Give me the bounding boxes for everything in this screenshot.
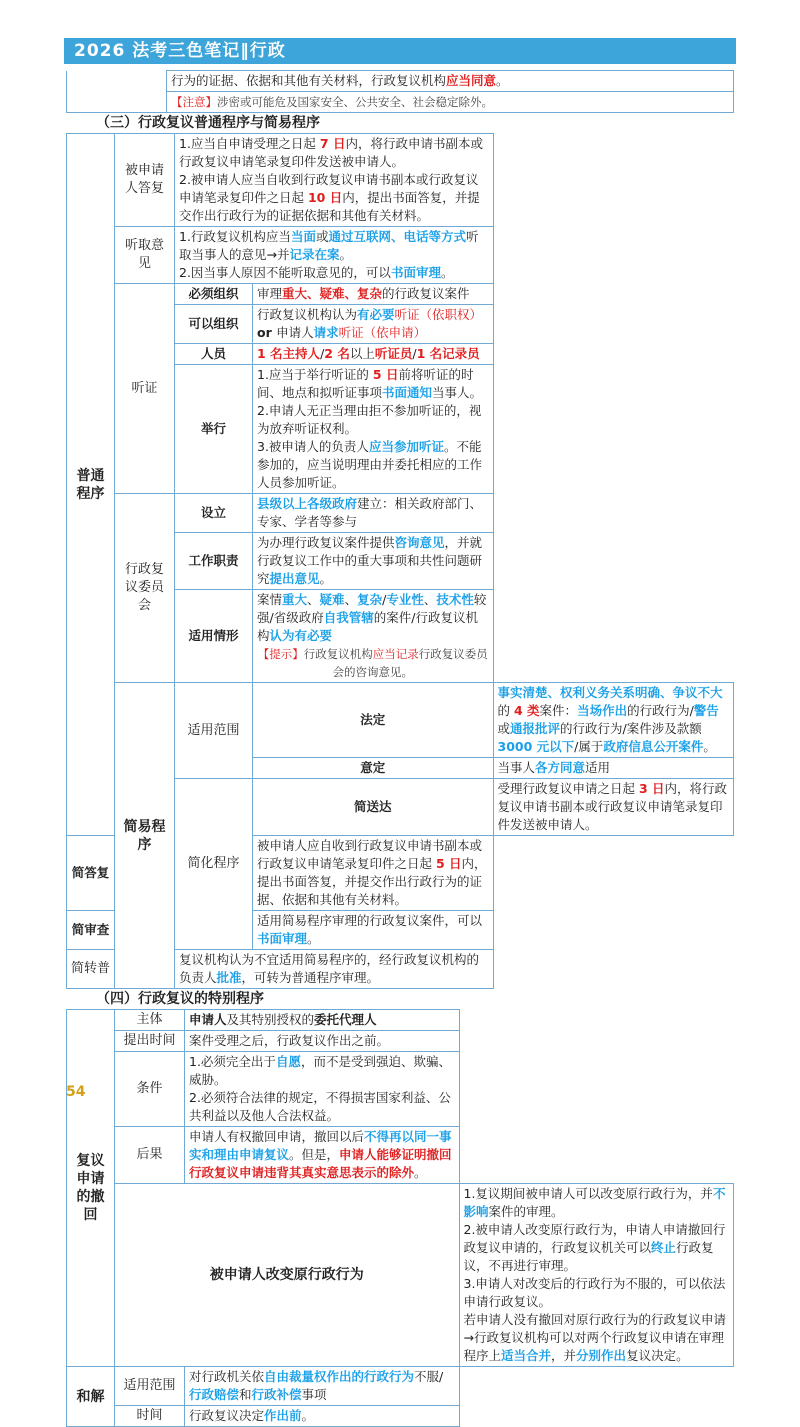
page-content xyxy=(66,70,734,1427)
highlight: 重大、疑难、复杂 xyxy=(282,286,383,301)
text: 。 xyxy=(414,1165,427,1180)
apply-content xyxy=(253,590,494,683)
legal-label: 法定 xyxy=(253,683,494,758)
intro-spacer xyxy=(67,92,167,113)
intro-highlight: 应当同意 xyxy=(446,73,497,88)
text: 行政复议委员会的咨询意见。 xyxy=(332,647,488,679)
text: 内，将行政申请书副本或行政复议申请笔录复印件发送被申请人。 xyxy=(179,136,483,169)
text: 。 xyxy=(319,571,333,586)
may-organize-label: 可以组织 xyxy=(175,305,253,344)
highlight: 请求 xyxy=(313,325,339,340)
text: 1.应当自申请受理之日起 xyxy=(179,136,320,151)
intro-table xyxy=(66,70,734,113)
highlight: 自由裁量权作出的行政行为 xyxy=(264,1369,415,1384)
text: 。 xyxy=(307,931,320,946)
text: 行政复议，不再进行审理。 xyxy=(463,1240,714,1273)
text: 受理行政复议申请之日起 xyxy=(497,781,639,796)
text: 审理 xyxy=(257,286,283,301)
ordinary-procedure-label: 普通程序 xyxy=(67,134,115,836)
text: 案情 xyxy=(257,592,283,607)
staff-content xyxy=(253,344,494,365)
apply-label: 适用情形 xyxy=(175,590,253,683)
note-text: 涉密或可能危及国家安全、公共安全、社会稳定除外。 xyxy=(217,95,493,109)
highlight: 应当记录 xyxy=(372,647,419,661)
special-procedure-table xyxy=(66,1009,734,1427)
text: 、 xyxy=(344,592,358,607)
text: 1.行政复议机构应当 xyxy=(179,229,291,244)
highlight: 疑难 xyxy=(319,592,345,607)
highlight: 自愿 xyxy=(275,1054,301,1069)
highlight: 通报批评 xyxy=(510,721,561,736)
time-content: 案件受理之后，行政复议作出之前。 xyxy=(185,1031,460,1052)
highlight: 批准 xyxy=(216,970,242,985)
text: 较强/省级政府 xyxy=(257,592,487,625)
text: 、 xyxy=(423,592,437,607)
highlight: 书面通知 xyxy=(382,385,433,400)
text: 。不能参加的，应当说明理由并委托相应的工作人员参加听证。 xyxy=(257,439,483,490)
text: 内，提出书面答复，并提交作出行政行为的证据、依据和其他有关材料。 xyxy=(257,856,487,907)
highlight: 政府信息公开案件 xyxy=(603,739,704,754)
text: 为办理行政复议案件提供 xyxy=(257,535,395,550)
setup-label: 设立 xyxy=(175,494,253,533)
text: 当事人。 xyxy=(432,385,483,400)
highlight: 县级以上各级政府 xyxy=(257,496,358,511)
text: 、 xyxy=(307,592,320,607)
text: 适用 xyxy=(585,760,611,775)
highlight: 书面审理 xyxy=(390,265,441,280)
settle-time-label: 时间 xyxy=(115,1406,185,1427)
duty-label: 工作职责 xyxy=(175,533,253,590)
text: 。 xyxy=(339,247,353,262)
highlight: 有必要 xyxy=(357,307,395,322)
simple-procedure-label: 简易程序 xyxy=(115,683,175,989)
text: 当事人 xyxy=(497,760,536,775)
staff-label: 人员 xyxy=(175,344,253,365)
highlight: 3 日 xyxy=(638,781,665,796)
highlight: 当场作出 xyxy=(577,703,628,718)
text: 内，将行政复议申请书副本或行政复议申请笔录复印件发送被申请人。 xyxy=(497,781,728,832)
text: 申请人 xyxy=(276,325,314,340)
highlight: 申请人能够证明撤回行政复议申请违背其真实意思表示的除外 xyxy=(189,1147,452,1180)
note-tag: 【注意】 xyxy=(171,95,217,109)
text: 被申请人应自收到行政复议申请书副本或行政复议申请笔录复印件之日起 xyxy=(257,838,483,871)
subject-label: 主体 xyxy=(115,1010,185,1031)
change-content xyxy=(459,1184,734,1367)
text: ，可转为普通程序审理。 xyxy=(241,970,380,985)
condition-content xyxy=(185,1052,460,1127)
intro-text: 行为的证据、依据和其他有关材料，行政复议机构 xyxy=(171,73,447,88)
highlight: 行政补偿 xyxy=(251,1387,302,1402)
result-label: 后果 xyxy=(115,1127,185,1184)
highlight: 提出意见 xyxy=(269,571,320,586)
text: 不服/ xyxy=(414,1369,444,1384)
listen-label: 听取意见 xyxy=(115,227,175,284)
text: 行政复议机构认为 xyxy=(257,307,358,322)
text: 对行政机关依 xyxy=(189,1369,265,1384)
text: 1.必须完全出于 xyxy=(189,1054,276,1069)
convert-label: 简转普 xyxy=(67,950,115,989)
withdraw-label: 复议申请的撤回 xyxy=(67,1010,115,1367)
text: 申请人 xyxy=(189,1012,227,1027)
highlight: 10 日 xyxy=(307,190,343,205)
highlight: 复杂 xyxy=(357,592,383,607)
highlight: 重大 xyxy=(282,592,308,607)
hearing-label: 听证 xyxy=(115,284,175,494)
text: 3.被申请人的负责人 xyxy=(257,439,369,454)
agreed-content xyxy=(493,758,734,779)
highlight: 行政赔偿 xyxy=(189,1387,240,1402)
text: 前将听证的时间、地点和拟听证事项 xyxy=(257,367,474,400)
text: 内，提出书面答复，并提交作出行政行为的证据依据和其他有关材料。 xyxy=(179,190,480,223)
highlight: 认为有必要 xyxy=(269,628,333,643)
header-title: 2026 法考三色笔记‖行政 xyxy=(64,38,736,64)
text: 的行政行为/案件涉及款额 xyxy=(560,721,702,736)
highlight: 7 日 xyxy=(319,136,346,151)
answer-content xyxy=(253,836,494,911)
settle-scope-label: 适用范围 xyxy=(115,1367,185,1406)
highlight: 分别作出 xyxy=(576,1348,627,1363)
intro-note xyxy=(167,92,734,113)
highlight: 当面 xyxy=(290,229,316,244)
text: ，并就行政复议工作中的重大事项和共性问题研究 xyxy=(257,535,483,586)
settle-label: 和解 xyxy=(67,1367,115,1427)
time-label: 提出时间 xyxy=(115,1031,185,1052)
highlight: 记录在案 xyxy=(289,247,340,262)
text: / xyxy=(382,592,387,607)
answer-label: 简答复 xyxy=(67,836,115,911)
highlight: 听证员 xyxy=(374,346,413,361)
text: 若申请人没有撤回对原行政行为的行政复议申请→行政复议机构可以对两个行政复议申请在审理程序上 xyxy=(463,1312,727,1363)
highlight: 终止 xyxy=(651,1240,677,1255)
legal-content xyxy=(493,683,734,758)
text: /属于 xyxy=(574,739,604,754)
must-organize-label: 必须组织 xyxy=(175,284,253,305)
procedure-table xyxy=(66,133,734,989)
highlight: 书面审理 xyxy=(257,931,308,946)
text: 。 xyxy=(301,1408,315,1423)
duty-content xyxy=(253,533,494,590)
hold-label: 举行 xyxy=(175,365,253,494)
convert-content xyxy=(175,950,494,989)
text: 或 xyxy=(315,229,329,244)
review-label: 简审查 xyxy=(67,911,115,950)
intro-spacer xyxy=(67,71,167,92)
intro-text: 。 xyxy=(496,73,509,88)
text: 或 xyxy=(497,721,511,736)
highlight: 自我管辖 xyxy=(323,610,374,625)
text: 听取当事人的意见→并 xyxy=(179,229,479,262)
text: 及其特别授权的 xyxy=(226,1012,315,1027)
hold-content xyxy=(253,365,494,494)
send-content xyxy=(493,779,734,836)
may-organize-content xyxy=(253,305,494,344)
highlight: 各方同意 xyxy=(535,760,586,775)
text: ，并 xyxy=(551,1348,577,1363)
text: ，而不是受到强迫、欺骗、威胁。 xyxy=(189,1054,451,1087)
settle-time-content xyxy=(185,1406,460,1427)
committee-label: 行政复议委员会 xyxy=(115,494,175,683)
condition-label: 条件 xyxy=(115,1052,185,1127)
highlight: 适当合并 xyxy=(501,1348,552,1363)
highlight: 1 名主持人 xyxy=(257,346,321,361)
text: 2.被申请人应当自收到行政复议申请书副本或行政复议申请笔录复印件之日起 xyxy=(179,172,479,205)
listen-content xyxy=(175,227,494,284)
text: / xyxy=(412,346,417,361)
text: 2.必须符合法律的规定，不得损害国家利益、公共利益以及他人合法权益。 xyxy=(189,1090,451,1123)
page-number: 54 xyxy=(66,1084,86,1100)
text: 。 xyxy=(703,739,716,754)
highlight: 5 日 xyxy=(372,367,399,382)
highlight: 3000 元以下 xyxy=(497,739,575,754)
highlight: 不影响 xyxy=(463,1186,726,1219)
highlight: 1 名记录员 xyxy=(416,346,480,361)
text: 。 xyxy=(440,265,454,280)
text: 案件的审理。 xyxy=(488,1204,564,1219)
text: 2.被申请人改变原行政行为，申请人申请撤回行政复议申请的，行政复议机关可以 xyxy=(463,1222,726,1255)
text: / xyxy=(320,346,325,361)
text: 的行政行为/ xyxy=(627,703,694,718)
text: 委托代理人 xyxy=(314,1012,377,1027)
intro-line xyxy=(167,71,734,92)
simplify-label: 简化程序 xyxy=(175,779,253,950)
highlight: 专业性 xyxy=(386,592,424,607)
text: 听证（依职权） xyxy=(394,307,483,322)
reply-content xyxy=(175,134,494,227)
highlight: 咨询意见 xyxy=(394,535,445,550)
scope-label: 适用范围 xyxy=(175,683,253,779)
text: 听证（依申请） xyxy=(338,325,427,340)
highlight: 警告 xyxy=(693,703,719,718)
highlight: 技术性 xyxy=(436,592,474,607)
highlight: 4 类 xyxy=(513,703,540,718)
change-label: 被申请人改变原行政行为 xyxy=(115,1184,460,1367)
settle-scope-content xyxy=(185,1367,460,1406)
text: 适用简易程序审理的行政复议案件，可以 xyxy=(257,913,483,928)
highlight: 5 日 xyxy=(435,856,462,871)
text: 申请人有权撤回申请，撤回以后 xyxy=(189,1129,365,1144)
highlight: 通过互联网、电话等方式 xyxy=(328,229,466,244)
must-organize-content xyxy=(253,284,494,305)
highlight: 2 名 xyxy=(324,346,350,361)
text: 行政复议决定 xyxy=(189,1408,265,1423)
text: 的案件/行政复议机构 xyxy=(257,610,478,643)
text: 行政复议机构 xyxy=(303,647,373,661)
section-title: （三）行政复议普通程序与简易程序 xyxy=(96,115,320,131)
text: 1.应当于举行听证的 xyxy=(257,367,373,382)
section-title: （四）行政复议的特别程序 xyxy=(96,991,264,1007)
review-content xyxy=(253,911,494,950)
subject-content xyxy=(185,1010,460,1031)
highlight: 作出前 xyxy=(264,1408,302,1423)
text: 以上 xyxy=(349,346,375,361)
text: 3.申请人对改变后的行政行为不服的，可以依法申请行政复议。 xyxy=(463,1276,726,1309)
highlight: 应当参加听证 xyxy=(368,439,444,454)
text: 复议决定。 xyxy=(626,1348,689,1363)
reply-label: 被申请人答复 xyxy=(115,134,175,227)
text: 事项 xyxy=(301,1387,327,1402)
result-content xyxy=(185,1127,460,1184)
text: 案件： xyxy=(539,703,578,718)
highlight: 不得再以同一事实和理由申请复议 xyxy=(189,1129,452,1162)
text: 2.申请人无正当理由拒不参加听证的，视为放弃听证权利。 xyxy=(257,403,482,436)
text: 2.因当事人原因不能听取意见的，可以 xyxy=(179,265,391,280)
send-label: 简送达 xyxy=(253,779,494,836)
agreed-label: 意定 xyxy=(253,758,494,779)
tip-tag: 【提示】 xyxy=(257,647,304,661)
text: 的行政复议案件 xyxy=(382,286,470,301)
text: 建立：相关政府部门、专家、学者等参与 xyxy=(257,496,483,529)
text: 复议机构认为不宜适用简易程序的，经行政复议机构的负责人 xyxy=(179,952,480,985)
text: 和 xyxy=(239,1387,252,1402)
highlight: 事实清楚、权利义务关系明确、争议不大 xyxy=(497,685,723,700)
text: 的 xyxy=(497,703,514,718)
text: 。但是， xyxy=(289,1147,340,1162)
setup-content xyxy=(253,494,494,533)
text: 1.复议期间被申请人可以改变原行政行为，并 xyxy=(463,1186,713,1201)
text: or xyxy=(257,325,277,340)
